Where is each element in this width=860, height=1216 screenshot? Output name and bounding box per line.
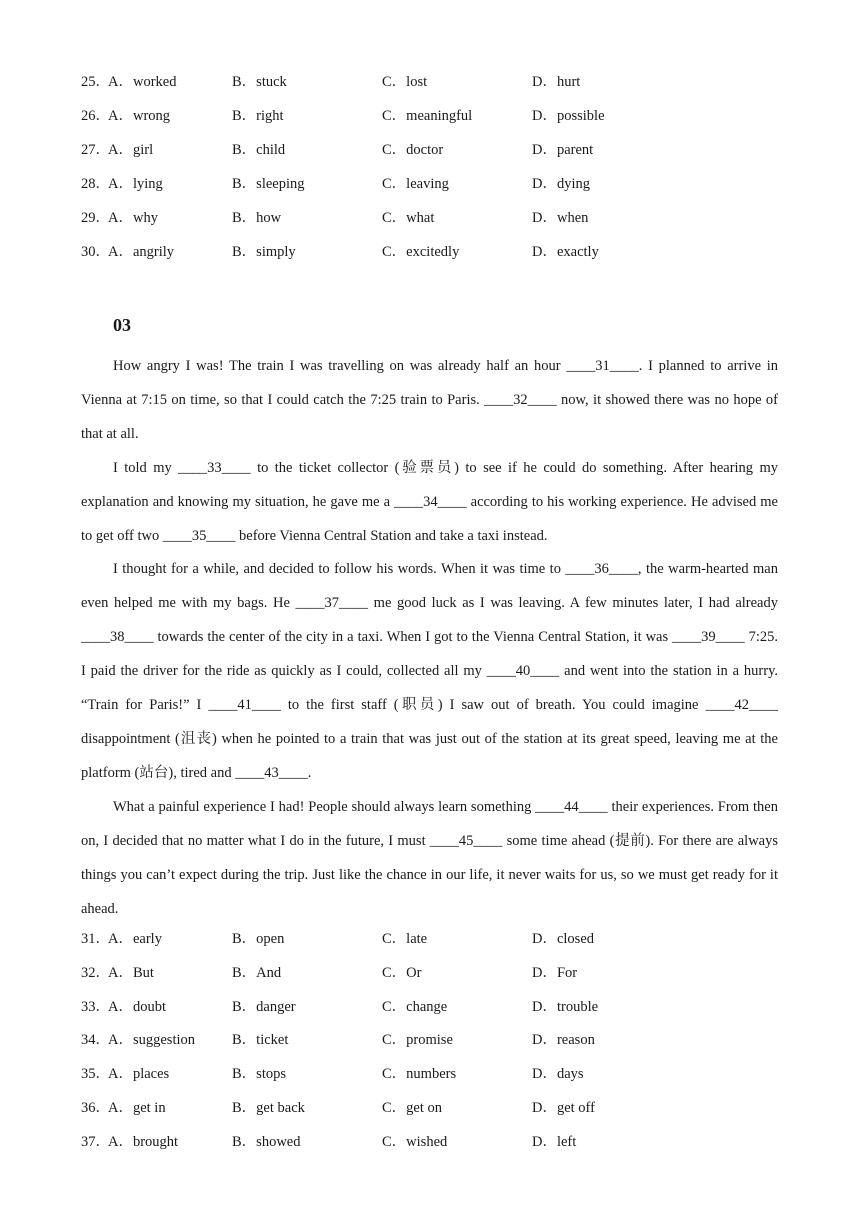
option-c: C．what (382, 210, 435, 226)
passage-paragraph: I thought for a while, and decided to follow his words. When it was time to ____36____, the warm-hearted man even helped me with my bags. He ____37____ me good luck as I was leaving. A few minutes later, I had already ____38____ towards the center of the city in a taxi. When I got to the Vienna Central Station, it was ____39____ 7:25. I paid the driver for the ride as quickly as I could, collected all my ____40____ and went into the station in a hurry. “Train for Paris!” I ____41____ to the first staff (职员) I saw out of breath. You could imagine ____42____ disappointment (沮丧) when he pointed to a train that was just out of the station at its great speed, leaving me at the platform (站台), tired and ____43____. (81, 561, 778, 781)
option-d: D．exactly (532, 244, 599, 260)
option-d: D．reason (532, 1032, 595, 1048)
option-c: C．promise (382, 1032, 453, 1048)
option-b: B．simply (232, 244, 296, 260)
option-c: C．lost (382, 74, 428, 90)
passage-paragraph: How angry I was! The train I was travelling on was already half an hour ____31____. I planned to arrive in Vienna at 7:15 on time, so that I could catch the 7:25 train to Paris. ____32____ now, it showed there was no hope of that at all. (81, 358, 778, 442)
option-c: C．late (382, 931, 428, 947)
option-d: D．get off (532, 1100, 595, 1116)
option-b: B．stuck (232, 74, 287, 90)
option-b: B．child (232, 142, 286, 158)
option-d: D．parent (532, 142, 594, 158)
option-c: C．excitedly (382, 244, 460, 260)
document-page: 25． A．worked B．stuck C．lost D．hurt 26． A．wrong B．right C．meaningful D．possible 27． A．girl B．child C．doctor D．parent 28． A．lying B．sleeping C．leaving D．dying 29． A．why B．how C．what D．when 30． A．angrily B．simply C．excitedly D．exactly 03 How angry I was! The train I was travelling on was already half an hour ____31____. I planned to arrive in Vienna at 7:15 on time, so that I could catch the 7:25 train to Paris. ____32____ now, it showed there was no hope of that at all. I told my ____33____ to the ticket collector (验票员) to see if he could do something. After hearing my explanation and knowing my situation, he gave me a ____34____ according to his working experience. He advised me to get off two ____35____ before Vienna Central Station and take a taxi instead. I thought for a while, and decided to follow his words. When it was time to ____36____, the warm-hearted man even helped me with my bags. He ____37____ me good luck as I was leaving. A few minutes later, I had already ____38____ towards the center of the city in a taxi. When I got to the Vienna Central Station, it was ____39____ 7:25. I paid the driver for the ride as quickly as I could, collected all my ____40____ and went into the station in a hurry. “Train for Paris!” I ____41____ to the first staff (职员) I saw out of breath. You could imagine ____42____ disappointment (沮丧) when he pointed to a train that was just out of the station at its great speed, leaving me at the platform (站台), tired and ____43____. What a painful experience I had! People should always learn something ____44____ their experiences. From then on, I decided that no matter what I do in the future, I must ____45____ some time ahead (提前). For there are always things you can’t expect during the trip. Just like the chance in our life, it never waits for us, so we must get ready for it ahead. 31． A．early B．open C．late D．closed 32． A．But B．And C．Or D．For 33． A．doubt B．danger C．change D．trouble 34． A．suggestion B．ticket C．promise D．reason 35． A．places B．stops C．numbers D．days 36． A．get in B．get back C．get on D．get off 37． A．brought B．showed C．wished D．left (81, 74, 778, 1150)
option-b: B．danger (232, 999, 296, 1015)
reading-passage (81, 350, 778, 926)
option-c: C．leaving (382, 176, 449, 192)
option-d: D．For (532, 965, 578, 981)
option-c: C．get on (382, 1100, 443, 1116)
section-title: 03 (113, 315, 131, 335)
option-b: B．how (232, 210, 282, 226)
option-b: B．And (232, 965, 282, 981)
option-c: C．Or (382, 965, 422, 981)
option-b: B．get back (232, 1100, 305, 1116)
option-d: D．left (532, 1134, 577, 1150)
passage-paragraph: What a painful experience I had! People should always learn something ____44____ their experiences. From then on, I decided that no matter what I do in the future, I must ____45____ some time ahead (提前). For there are always things you can’t expect during the trip. Just like the chance in our life, it never waits for us, so we must get ready for it ahead. (81, 798, 778, 917)
option-c: C．wished (382, 1134, 448, 1150)
option-b: B．sleeping (232, 176, 305, 192)
option-d: D．trouble (532, 999, 599, 1015)
option-b: B．right (232, 108, 284, 124)
option-b: B．showed (232, 1134, 301, 1150)
option-d: D．closed (532, 931, 595, 947)
option-d: D．hurt (532, 74, 581, 90)
option-b: B．ticket (232, 1032, 289, 1048)
option-c: C．doctor (382, 142, 444, 158)
option-d: D．days (532, 1066, 584, 1082)
passage-paragraph: I told my ____33____ to the ticket collector (验票员) to see if he could do something. After hearing my explanation and knowing my situation, he gave me a ____34____ according to his working experience. He advised me to get off two ____35____ before Vienna Central Station and take a taxi instead. (81, 459, 778, 544)
option-c: C．meaningful (382, 108, 473, 124)
option-b: B．stops (232, 1066, 286, 1082)
option-c: C．numbers (382, 1066, 457, 1082)
option-b: B．open (232, 931, 285, 947)
option-c: C．change (382, 999, 448, 1015)
option-d: D．dying (532, 176, 590, 192)
option-d: D．possible (532, 108, 605, 124)
option-d: D．when (532, 210, 589, 226)
